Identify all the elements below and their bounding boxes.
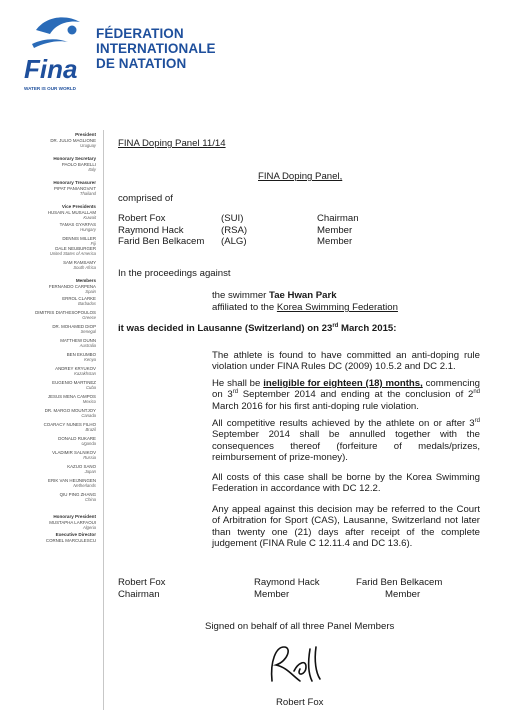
official-name: JESUS MENA CAMPOS xyxy=(47,394,96,399)
p3-sup: rd xyxy=(474,417,480,424)
proceedings-text: In the proceedings against xyxy=(118,268,231,279)
official-entry xyxy=(0,408,96,419)
affiliation-prefix: affiliated to the xyxy=(212,302,277,313)
member-name: Robert Fox xyxy=(118,213,166,224)
official-country: Hungary xyxy=(80,227,96,233)
affiliation-line xyxy=(212,302,398,313)
official-role: Honorary Secretary xyxy=(53,156,96,161)
official-country: Netherlands xyxy=(73,483,96,489)
paragraph-costs: All costs of this case shall be borne by the Korea Swimming Federation in accordance with DC 12.2. xyxy=(212,472,480,495)
official-country: Spain xyxy=(85,289,96,294)
signatory-name: Robert Fox xyxy=(276,697,324,708)
sig-role: Member xyxy=(385,589,421,600)
official-entry xyxy=(0,514,96,530)
official-country: Canada xyxy=(81,413,96,419)
p2-d: March 2016 for his first anti-doping rule violation. xyxy=(212,400,419,412)
sidebar-divider xyxy=(103,130,104,710)
sig-role: Member xyxy=(254,589,290,600)
official-country: Japan xyxy=(84,469,96,475)
paragraph-ineligibility xyxy=(212,378,480,412)
official-name: MUSTAPHA LARFAOUI xyxy=(49,519,96,525)
official-entry xyxy=(0,278,96,294)
fina-logo xyxy=(22,10,94,120)
p3-a: All competitive results achieved by the athlete on or after 3 xyxy=(212,418,475,429)
federation-name: Korea Swimming Federation xyxy=(276,302,398,313)
decision-sup: rd xyxy=(332,322,339,329)
swimmer-name: Tae Hwan Park xyxy=(269,290,337,301)
organisation-name xyxy=(96,26,216,71)
member-code: (RSA) xyxy=(221,225,248,236)
member-role: Member xyxy=(317,236,353,247)
official-name: KAZUO SANO xyxy=(67,464,96,469)
official-entry xyxy=(0,394,96,405)
official-entry xyxy=(0,532,96,543)
decision-suffix: March 2015: xyxy=(338,323,397,334)
official-entry xyxy=(0,380,96,391)
official-entry xyxy=(0,246,96,257)
logo-wordmark: Fina xyxy=(24,54,78,84)
sig-name: Robert Fox xyxy=(118,577,166,588)
official-role: Vice Presidents xyxy=(61,204,96,209)
official-name: ANDREY KRYUKOV xyxy=(55,366,96,371)
official-entry xyxy=(0,310,96,321)
member-code: (ALG) xyxy=(221,236,247,247)
ineligibility-period: ineligible for eighteen (18) months, xyxy=(263,378,423,389)
official-country: Russia xyxy=(83,455,96,461)
member-role: Chairman xyxy=(317,213,359,224)
org-line-1: FÉDERATION xyxy=(96,26,184,41)
official-country: Greece xyxy=(82,315,96,321)
official-entry xyxy=(0,422,96,433)
sig-role: Chairman xyxy=(118,589,160,600)
official-name: DR. JULIO MAGLIONE xyxy=(50,137,96,143)
swimmer-line xyxy=(212,290,337,301)
official-name: DALE NEUBURGER xyxy=(55,246,96,251)
official-country: Kazakhstan xyxy=(74,371,96,377)
member-code: (SUI) xyxy=(221,213,244,224)
official-country: Mexico xyxy=(82,399,96,405)
p2-a: He shall be xyxy=(212,378,264,389)
official-country: Australia xyxy=(79,343,96,349)
sig-name: Farid Ben Belkacem xyxy=(356,577,443,588)
logo-tagline: WATER IS OUR WORLD xyxy=(24,86,76,91)
official-name: DENNIS MILLER xyxy=(62,236,96,241)
official-role: Honorary President xyxy=(53,514,96,519)
official-country: Brazil xyxy=(85,427,96,433)
p2-sup-2: nd xyxy=(473,389,480,396)
official-name: ERROL CLARKE xyxy=(62,296,96,301)
official-name: VLADIMIR SALNIKOV xyxy=(52,450,96,455)
official-country: Fiji xyxy=(90,241,96,247)
official-entry xyxy=(0,338,96,349)
official-entry xyxy=(0,464,96,475)
official-entry xyxy=(0,492,96,503)
official-role: Executive Director xyxy=(55,532,96,537)
official-role: Honorary Treasurer xyxy=(53,180,96,185)
official-country: Kenya xyxy=(84,357,96,363)
official-name: ERIK VAN HEIJNINGEN xyxy=(48,478,96,483)
official-entry xyxy=(0,204,96,220)
official-country: Cuba xyxy=(85,385,96,391)
p2-c: September 2014 and ending at the conclusion of 2 xyxy=(238,389,474,401)
official-entry xyxy=(0,222,96,233)
member-name: Raymond Hack xyxy=(118,225,184,236)
official-name: CORNEL MARCULESCU xyxy=(45,537,96,543)
official-name: SAM RAMSAMY xyxy=(63,260,96,265)
official-country: Kuwait xyxy=(83,215,96,220)
member-role: Member xyxy=(317,225,353,236)
official-country: Senegal xyxy=(80,329,96,335)
official-entry xyxy=(0,180,96,196)
official-country: Italy xyxy=(88,167,96,172)
official-entry xyxy=(0,296,96,307)
case-reference: FINA Doping Panel 11/14 xyxy=(118,138,226,149)
official-entry xyxy=(0,132,96,148)
official-name: DIMITRIS DIATHESOPOULOS xyxy=(35,310,96,315)
decision-statement xyxy=(118,323,396,334)
official-entry xyxy=(0,156,96,172)
official-entry xyxy=(0,260,96,271)
p2-sup-1: rd xyxy=(232,389,239,396)
official-name: DR. MARGO MOUNTJOY xyxy=(44,408,96,413)
official-role: Members xyxy=(75,278,96,283)
official-country: South Africa xyxy=(73,265,96,271)
paragraph-violation: The athlete is found to have committed an anti-doping rule violation under FINA Rules DC (2009) 10.5.2 and DC 2.1. xyxy=(212,350,480,373)
org-line-2: INTERNATIONALE xyxy=(96,41,216,56)
official-name: FERNANDO CARPENA xyxy=(48,283,96,289)
official-country: Uganda xyxy=(81,441,96,447)
official-name: COARACY NUNES FILHO xyxy=(43,422,96,427)
paragraph-appeal: Any appeal against this decision may be referred to the Court of Arbitration for Sport (CAS), Lausanne, Switzerland not later than twenty one (21) days after receipt of the complete judgement (FINA Rule C 12.11.4 and DC 13.6). xyxy=(212,504,480,550)
comprised-of: comprised of xyxy=(118,193,173,204)
signed-on-behalf: Signed on behalf of all three Panel Members xyxy=(205,621,395,632)
official-role: President xyxy=(75,132,96,137)
official-entry xyxy=(0,324,96,335)
official-entry xyxy=(0,478,96,489)
swimmer-prefix: the swimmer xyxy=(212,290,270,301)
decision-prefix: it was decided in Lausanne (Switzerland) on 23 xyxy=(118,323,333,334)
official-country: Uruguay xyxy=(80,143,96,148)
official-entry xyxy=(0,352,96,363)
p3-b: September 2014 shall be annulled together with the consequences thereof (forfeiture of medals/prizes, reimbursement of prize-money). xyxy=(212,429,480,464)
official-name: TAMAS GYARFAS xyxy=(59,222,96,227)
p2-b: commencing on 3 xyxy=(212,378,480,401)
official-country: Algeria xyxy=(82,525,96,530)
official-name: QIU PING ZHANG xyxy=(59,492,96,497)
official-country: Thailand xyxy=(79,191,96,196)
sig-name: Raymond Hack xyxy=(254,577,320,588)
swimmer-logo-icon xyxy=(22,10,94,120)
paragraph-results-annulled xyxy=(212,418,480,464)
official-entry xyxy=(0,366,96,377)
official-entry xyxy=(0,450,96,461)
official-name: MATTHEW DUNN xyxy=(60,338,96,343)
official-name: BEN EKUMBO xyxy=(66,352,96,357)
official-name: DR. MOHAMED DIOP xyxy=(52,324,96,329)
official-name: DONALD RUKARE xyxy=(58,436,96,441)
official-country: United States of America xyxy=(49,251,96,257)
official-name: PIPAT PANIANGVAIT xyxy=(53,185,96,191)
panel-heading: FINA Doping Panel, xyxy=(258,171,343,182)
handwritten-signature xyxy=(262,641,332,693)
official-country: Barbados xyxy=(78,301,96,307)
official-name: PAOLO BARELLI xyxy=(61,161,96,167)
official-entry xyxy=(0,436,96,447)
official-name: HUSAIN AL MUSALLAM xyxy=(47,209,96,215)
org-line-3: DE NATATION xyxy=(96,56,187,71)
official-country: China xyxy=(85,497,96,503)
member-name: Farid Ben Belkacem xyxy=(118,236,205,247)
official-name: EUGENIO MARTINEZ xyxy=(52,380,96,385)
